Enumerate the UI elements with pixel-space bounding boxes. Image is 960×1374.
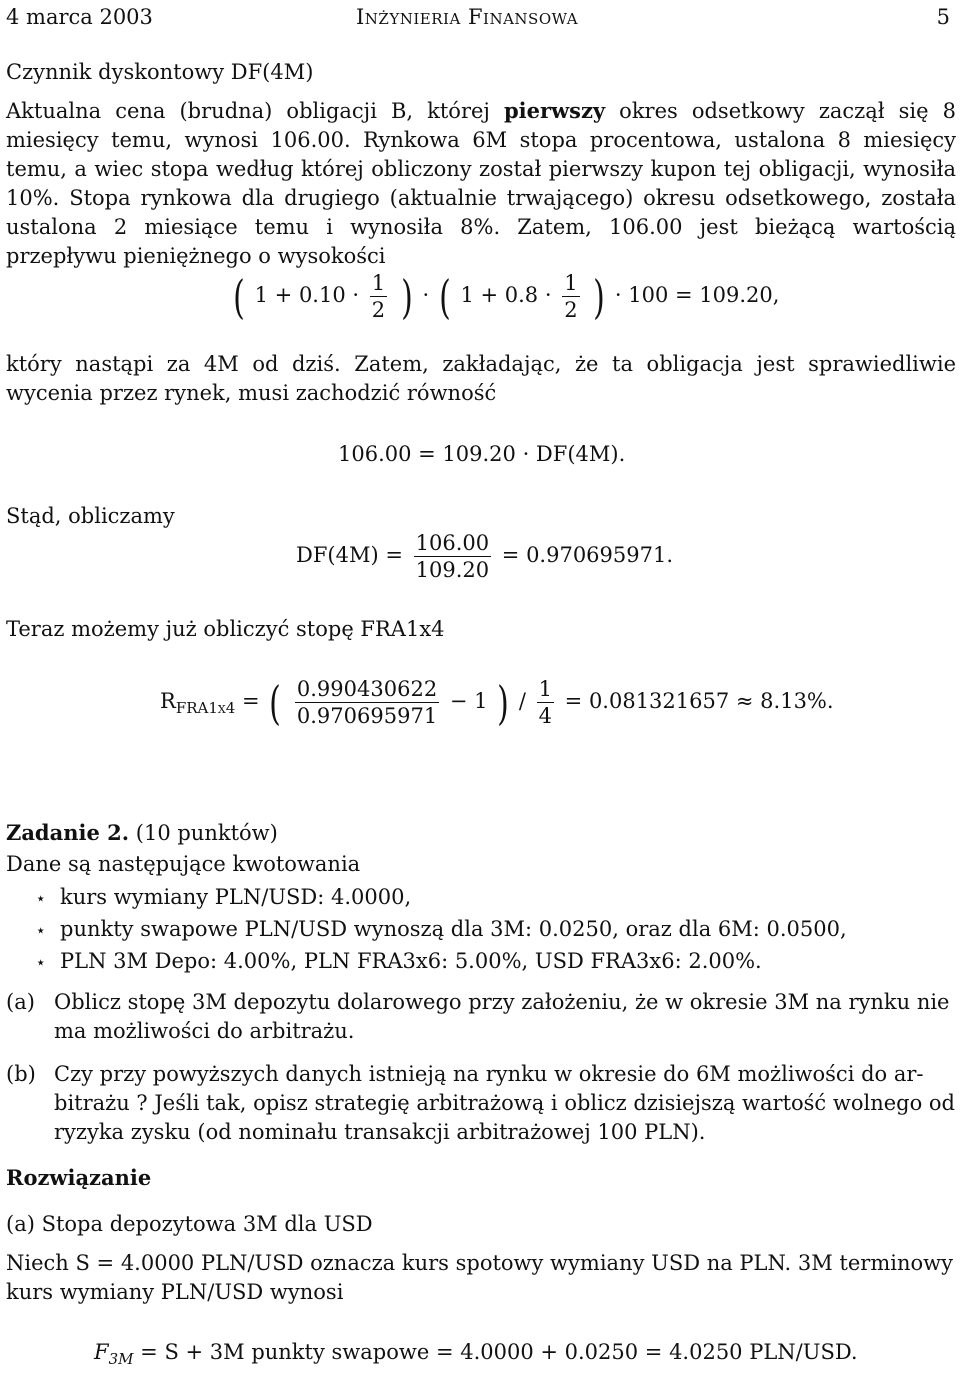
star-bullet-icon: ⋆ bbox=[35, 921, 46, 941]
equation-price: 106.00 = 109.20 · DF(4M). bbox=[338, 442, 626, 466]
solution-paragraph-a1: Niech S = 4.0000 PLN/USD oznacza kurs spotowy wymiany USD na PLN. 3M terminowy bbox=[6, 1251, 953, 1275]
emphasis-pierwszy: pierwszy bbox=[503, 98, 606, 123]
solution-subheading-a: (a) Stopa depozytowa 3M dla USD bbox=[6, 1212, 373, 1236]
equation-cashflow: ( 1 + 0.10 · $\frac{1}{2}$ ) · ( 1 + 0.8 · $\frac{1}{2}$ ) · 100 = 109.20, bbox=[233, 269, 780, 324]
fraction-half: $\frac{1}{2}$ bbox=[564, 271, 578, 322]
paragraph-4: Teraz możemy już obliczyć stopę FRA1x4 bbox=[6, 617, 445, 641]
task-intro: Dane są następujące kwotowania bbox=[6, 852, 361, 876]
star-bullet-icon: ⋆ bbox=[35, 953, 46, 973]
list-item: ⋆ kurs wymiany PLN/USD: 4.0000, bbox=[6, 883, 956, 914]
solution-paragraph-a2: kurs wymiany PLN/USD wynosi bbox=[6, 1280, 344, 1304]
paragraph-3: Stąd, obliczamy bbox=[6, 504, 175, 528]
list-item: ⋆ punkty swapowe PLN/USD wynoszą dla 3M: 0.0250, oraz dla 6M: 0.0500, bbox=[6, 915, 956, 946]
solution-title: Rozwiązanie bbox=[6, 1165, 152, 1190]
equation-fra-rate: $R_{FRA1x4}$ = ( $\frac{0.990430622}{0.970695971}$ − 1 ) / $\frac{1}{4}$ = 0.081321657 ≈ 8.13%. bbox=[160, 675, 834, 730]
paragraph-1: Aktualna cena (brudna) obligacji B, której pierwszy okres odsetkowy zaczął się 8 miesięcy temu, wynosi 106.00. Rynkowa 6M stopa procentowa, ustalona 8 miesięcy temu, a wiec stopa według której obliczony został pierwszy kupon tej obligacji, wynosiła 10%. Stopa rynkowa dla drugiego (aktualnie trwającego) okresu odsetkowego, została ustalona 2 miesiące temu i wynosiła 8%. Zatem, 106.00 jest bieżącą wartością przepływu pieniężnego o wysokości bbox=[6, 98, 956, 268]
equation-forward-rate: $F_{3M} = S + 3M$ punkty swapowe = 4.0000 + 0.0250 = 4.0250 PLN/USD. bbox=[94, 1340, 858, 1368]
task-points: (10 punktów) bbox=[135, 821, 278, 845]
list-item: ⋆ PLN 3M Depo: 4.00%, PLN FRA3x6: 5.00%, USD FRA3x6: 2.00%. bbox=[6, 947, 956, 978]
task-heading bbox=[6, 818, 956, 848]
fraction-half: $\frac{1}{2}$ bbox=[371, 271, 386, 322]
paragraph-2: który nastąpi za 4M od dziś. Zatem, zakładając, że ta obligacja jest sprawiedliwie wycenia przez rynek, musi zachodzić równość bbox=[6, 352, 956, 405]
header-date: 4 marca 2003 bbox=[6, 5, 153, 29]
task-item-b: (b) Czy przy powyższych danych istnieją na rynku w okresie do 6M możliwości do ar- bitrażu ? Jeśli tak, opisz strategię arbitrażową i oblicz dzisiejszą wartość wolnego od ryzyka zysku (od nominału transakcji arbitrażowej 100 PLN). bbox=[6, 1062, 956, 1144]
equation-discount-factor: DF(4M) = $\frac{106.00}{109.20}$ = 0.970695971. bbox=[296, 531, 674, 582]
header-title: Inżynieria Finansowa bbox=[356, 5, 579, 29]
page-number: 5 bbox=[936, 5, 950, 29]
section-title: Czynnik dyskontowy DF(4M) bbox=[6, 60, 314, 84]
task-item-a: (a) Oblicz stopę 3M depozytu dolarowego przy założeniu, że w okresie 3M na rynku nie ma możliwości do arbitrażu. bbox=[6, 990, 950, 1043]
star-bullet-icon: ⋆ bbox=[35, 889, 46, 909]
task-title: Zadanie 2. bbox=[6, 820, 130, 845]
